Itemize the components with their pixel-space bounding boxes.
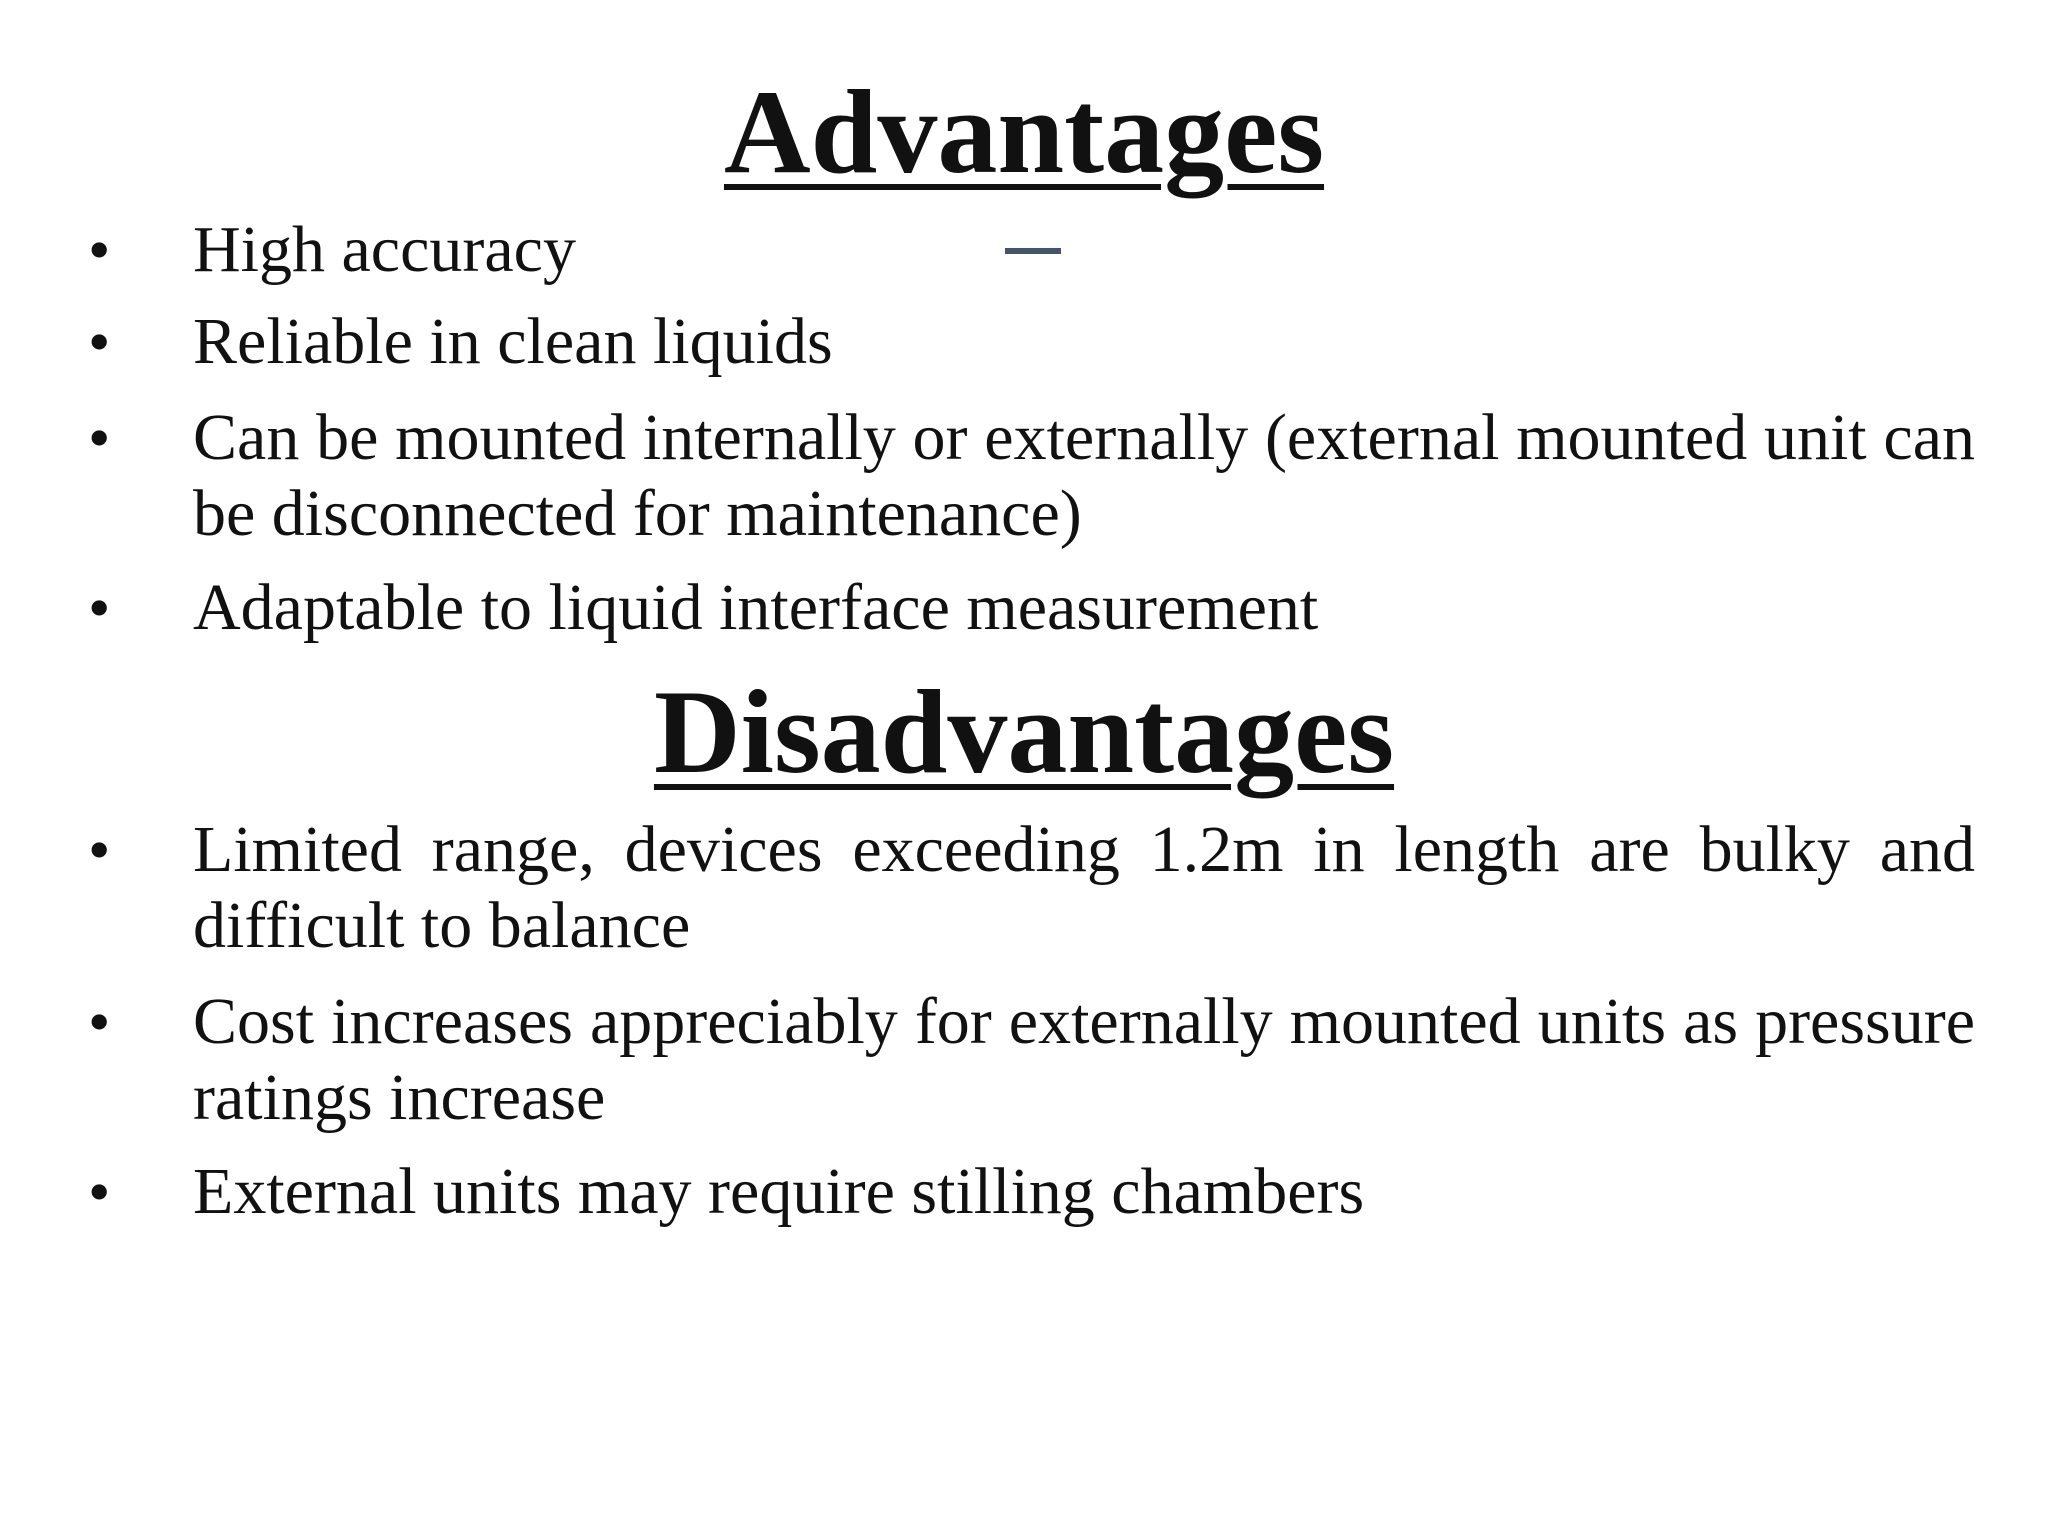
disadvantage-text: Cost increases appreciably for externally mounted units as pressure ratings increase (193, 985, 1975, 1134)
advantage-text: Reliable in clean liquids (193, 305, 833, 378)
advantage-text: Adaptable to liquid interface measurement (193, 571, 1319, 644)
advantage-text: High accuracy (193, 213, 576, 286)
disadvantage-text: Limited range, devices exceeding 1.2m in length are bulky and difficult to balance (193, 813, 1975, 962)
advantage-text: Can be mounted internally or externally (external mounted unit can be disconnected for maintenance) (193, 401, 1975, 550)
bullet-icon: • (88, 572, 111, 643)
advantages-heading-text: Advantages (723, 65, 1325, 198)
disadvantages-heading-text: Disadvantages (653, 665, 1395, 798)
bullet-icon: • (88, 814, 111, 885)
disadvantages-heading (0, 665, 2048, 798)
bullet-icon: • (88, 986, 111, 1057)
bullet-icon: • (88, 214, 111, 285)
disadvantage-text: External units may require stilling chambers (193, 1155, 1365, 1228)
bullet-icon: • (88, 402, 111, 473)
advantages-heading (0, 65, 2048, 198)
bullet-icon: • (88, 306, 111, 377)
bullet-icon: • (88, 1156, 111, 1227)
